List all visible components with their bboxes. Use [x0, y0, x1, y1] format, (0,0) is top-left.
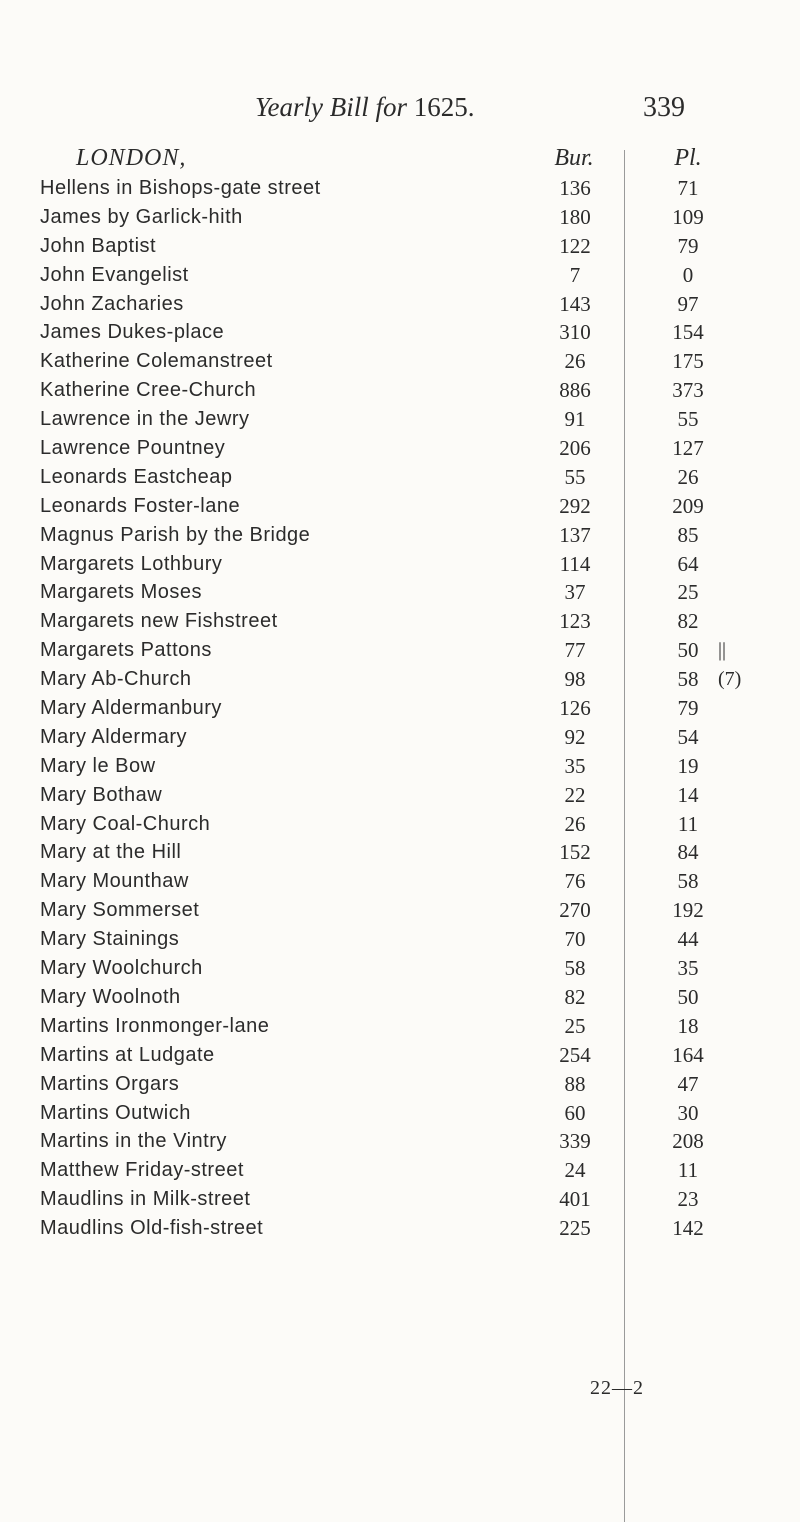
parish-name: James Dukes-place — [40, 321, 225, 344]
parish-name: Leonards Foster-lane — [40, 494, 241, 517]
table-row — [0, 434, 800, 463]
parish-name: Mary Mounthaw — [40, 870, 189, 893]
buried-count: 25 — [564, 1013, 586, 1038]
parish-name: Katherine Cree-Church — [40, 379, 257, 402]
plague-count: 373 — [672, 378, 704, 403]
buried-count: 58 — [564, 956, 586, 981]
table-row — [0, 492, 800, 521]
plague-count: 142 — [672, 1216, 704, 1241]
buried-count: 76 — [564, 869, 586, 894]
buried-count: 270 — [559, 898, 591, 923]
table-row — [0, 896, 800, 925]
parish-name: Margarets Moses — [40, 581, 202, 604]
parish-name: Margarets Pattons — [40, 639, 212, 662]
parish-name: Martins at Ludgate — [40, 1043, 215, 1066]
plague-count: 54 — [677, 724, 699, 749]
table-row — [0, 463, 800, 492]
plague-count: 109 — [672, 204, 704, 229]
plague-count: 47 — [677, 1071, 699, 1096]
plague-count: 50 — [677, 638, 699, 663]
plague-count: 19 — [677, 753, 699, 778]
parish-name: Maudlins in Milk-street — [40, 1188, 251, 1211]
table-row — [0, 867, 800, 896]
table-row — [0, 1041, 800, 1070]
plague-count: 18 — [677, 1013, 699, 1038]
table-row — [0, 925, 800, 954]
parish-name: Leonards Eastcheap — [40, 465, 233, 488]
table-row — [0, 521, 800, 550]
table-row — [0, 578, 800, 607]
table-row — [0, 1214, 800, 1243]
parish-name: Maudlins Old-fish-street — [40, 1217, 264, 1240]
buried-count: 206 — [559, 436, 591, 461]
plague-count: 84 — [677, 840, 699, 865]
plague-count: 209 — [672, 493, 704, 518]
buried-count: 114 — [559, 551, 591, 576]
table-row — [0, 347, 800, 376]
buried-count: 70 — [564, 927, 586, 952]
parish-name: Matthew Friday-street — [40, 1159, 244, 1182]
buried-count: 35 — [564, 753, 586, 778]
plague-count: 25 — [677, 580, 699, 605]
parish-name: Katherine Colemanstreet — [40, 350, 273, 373]
parish-name: Lawrence Pountney — [40, 437, 226, 460]
buried-count: 136 — [559, 176, 591, 200]
table-row — [0, 1012, 800, 1041]
plague-count: 79 — [677, 696, 699, 721]
plague-count: 26 — [677, 464, 699, 489]
table-row — [0, 1156, 800, 1185]
table-row — [0, 954, 800, 983]
buried-count: 77 — [564, 638, 586, 663]
parish-name: Mary at the Hill — [40, 841, 182, 864]
plague-count: 14 — [677, 782, 699, 807]
table-row — [0, 983, 800, 1012]
plague-count: 97 — [677, 291, 699, 316]
table-row — [0, 1099, 800, 1128]
plague-count: 64 — [677, 551, 699, 576]
parish-name: Mary Sommerset — [40, 899, 200, 922]
buried-count: 26 — [564, 811, 586, 836]
plague-count: 127 — [672, 436, 704, 461]
table-row — [0, 174, 800, 203]
buried-count: 98 — [564, 667, 586, 692]
buried-count: 91 — [564, 407, 586, 432]
table-row — [0, 1127, 800, 1156]
table-row — [0, 781, 800, 810]
parish-name: Mary Ab-Church — [40, 668, 192, 691]
signature-mark: 22—2 — [590, 1377, 644, 1399]
plague-count: 30 — [677, 1100, 699, 1125]
parish-name: Mary Woolnoth — [40, 985, 181, 1008]
plague-count: 79 — [677, 233, 699, 258]
parish-name: Margarets Lothbury — [40, 552, 223, 575]
table-row — [0, 290, 800, 319]
plague-count: 11 — [677, 811, 699, 836]
table-row — [0, 752, 800, 781]
buried-count: 22 — [564, 782, 586, 807]
plague-count: 71 — [677, 176, 699, 200]
column-header-plague: Pl. — [674, 145, 702, 171]
parish-name: Mary Woolchurch — [40, 957, 203, 980]
buried-count: 88 — [564, 1071, 586, 1096]
plague-count: 50 — [677, 984, 699, 1009]
running-head — [0, 92, 800, 132]
parish-table — [0, 174, 800, 1243]
parish-name: Margarets new Fishstreet — [40, 610, 278, 633]
buried-count: 126 — [559, 696, 591, 721]
table-row — [0, 694, 800, 723]
plague-count: 164 — [672, 1042, 704, 1067]
parish-name: Mary Bothaw — [40, 783, 163, 806]
plague-count: 0 — [682, 262, 694, 287]
running-title-italic: Yearly Bill for — [255, 92, 408, 122]
buried-count: 82 — [564, 984, 586, 1009]
table-row — [0, 261, 800, 290]
parish-name: Martins Outwich — [40, 1101, 191, 1124]
buried-count: 254 — [559, 1042, 591, 1067]
buried-count: 152 — [559, 840, 591, 865]
buried-count: 26 — [564, 349, 586, 374]
plague-count: 175 — [672, 349, 704, 374]
buried-count: 92 — [564, 724, 586, 749]
table-row — [0, 203, 800, 232]
table-row — [0, 607, 800, 636]
table-row — [0, 550, 800, 579]
parish-name: Mary Aldermary — [40, 725, 188, 748]
buried-count: 24 — [564, 1158, 586, 1183]
buried-count: 60 — [564, 1100, 586, 1125]
running-title — [255, 92, 475, 123]
running-title-year: 1625. — [413, 92, 475, 122]
column-header-parish: LONDON, — [76, 145, 187, 171]
parish-name: Mary Stainings — [40, 928, 180, 951]
plague-count: 35 — [677, 956, 699, 981]
buried-count: 225 — [559, 1216, 591, 1241]
table-row — [0, 318, 800, 347]
parish-name: James by Garlick-hith — [40, 205, 243, 228]
buried-count: 292 — [559, 493, 591, 518]
parish-name: John Baptist — [40, 234, 157, 257]
parish-name: Martins Orgars — [40, 1072, 180, 1095]
table-row — [0, 376, 800, 405]
plague-count: 82 — [677, 609, 699, 634]
buried-count: 339 — [559, 1129, 591, 1154]
table-row — [0, 636, 800, 665]
plague-count: 11 — [677, 1158, 699, 1183]
parish-name: John Zacharies — [40, 292, 184, 315]
table-row — [0, 1185, 800, 1214]
plague-count: 55 — [677, 407, 699, 432]
table-row — [0, 665, 800, 694]
table-row — [0, 232, 800, 261]
parish-name: Magnus Parish by the Bridge — [40, 523, 311, 546]
parish-name: Hellens in Bishops-gate street — [40, 177, 321, 199]
parish-name: Martins in the Vintry — [40, 1130, 227, 1153]
column-header-buried: Bur. — [554, 145, 594, 171]
buried-count: 180 — [559, 204, 591, 229]
parish-name: Martins Ironmonger-lane — [40, 1014, 270, 1037]
plague-count: 192 — [672, 898, 704, 923]
plague-count: 44 — [677, 927, 699, 952]
plague-count: 85 — [677, 522, 699, 547]
buried-count: 310 — [559, 320, 591, 345]
parish-name: John Evangelist — [40, 263, 189, 286]
buried-count: 886 — [559, 378, 591, 403]
parish-name: Mary le Bow — [40, 754, 156, 777]
table-row — [0, 838, 800, 867]
table-row — [0, 810, 800, 839]
parish-name: Lawrence in the Jewry — [40, 408, 250, 431]
page-number: 339 — [643, 92, 685, 123]
parish-name: Mary Aldermanbury — [40, 697, 222, 720]
buried-count: 37 — [564, 580, 586, 605]
table-row — [0, 723, 800, 752]
parish-name: Mary Coal-Church — [40, 812, 211, 835]
plague-count: 208 — [672, 1129, 704, 1154]
buried-count: 137 — [559, 522, 591, 547]
buried-count: 55 — [564, 464, 586, 489]
margin-mark: (7) — [718, 668, 742, 691]
table-row — [0, 1070, 800, 1099]
plague-count: 23 — [677, 1187, 699, 1212]
plague-count: 58 — [677, 869, 699, 894]
buried-count: 401 — [559, 1187, 591, 1212]
buried-count: 143 — [559, 291, 591, 316]
buried-count: 7 — [569, 262, 581, 287]
margin-mark: || — [718, 639, 727, 662]
table-row — [0, 405, 800, 434]
buried-count: 123 — [559, 609, 591, 634]
plague-count: 58 — [677, 667, 699, 692]
buried-count: 122 — [559, 233, 591, 258]
plague-count: 154 — [672, 320, 704, 345]
